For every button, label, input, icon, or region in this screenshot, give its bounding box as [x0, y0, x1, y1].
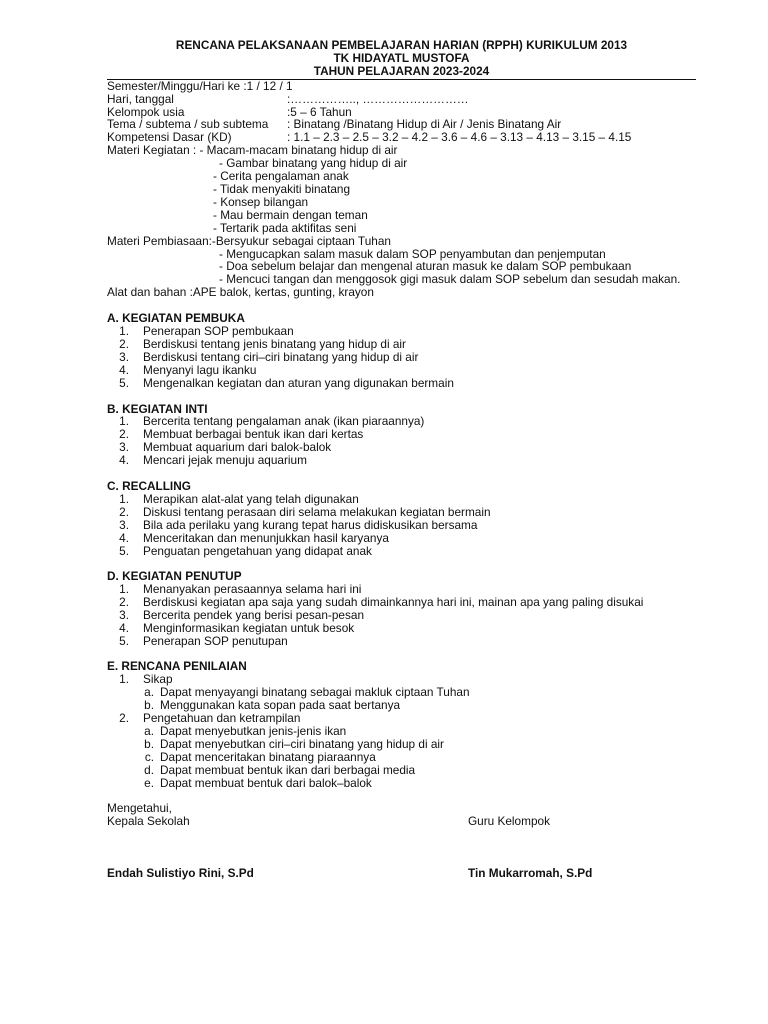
sub-list-item: Dapat menyayangi binatang sebagai makluk ciptaan Tuhan: [160, 685, 470, 699]
section-a-title: A. KEGIATAN PEMBUKA: [107, 311, 245, 325]
section-e-title: E. RENCANA PENILAIAN: [107, 659, 247, 673]
materi-pembiasaan-label: Materi Pembiasaan:-Bersyukur sebagai ciptaan Tuhan: [107, 234, 391, 248]
sub-list-item: Dapat membuat bentuk dari balok–balok: [160, 776, 372, 790]
section-d-title: D. KEGIATAN PENUTUP: [107, 569, 242, 583]
list-letter: b.: [144, 737, 154, 751]
list-item: Bercerita tentang pengalaman anak (ikan piaraannya): [143, 414, 425, 428]
list-item: Berdiskusi tentang ciri–ciri binatang yang hidup di air: [143, 350, 419, 364]
kepala-sekolah-label: Kepala Sekolah: [107, 814, 190, 828]
document-title: RENCANA PELAKSANAAN PEMBELAJARAN HARIAN (RPPH) KURIKULUM 2013: [175, 38, 628, 52]
list-number: 2.: [119, 711, 129, 725]
sub-list-item: Dapat menyebutkan jenis-jenis ikan: [160, 724, 347, 738]
list-item: Mengenalkan kegiatan dan aturan yang digunakan bermain: [143, 376, 454, 390]
hari-label: Hari, tanggal: [107, 92, 174, 106]
list-item: Membuat berbagai bentuk ikan dari kertas: [143, 427, 364, 441]
list-item: Bila ada perilaku yang kurang tepat harus didiskusikan bersama: [143, 518, 478, 532]
usia-label: Kelompok usia: [107, 105, 185, 119]
list-item: Diskusi tentang perasaan diri selama melakukan kegiatan bermain: [143, 505, 491, 519]
list-number: 3.: [119, 608, 129, 622]
list-number: 1.: [119, 672, 129, 686]
list-item: Berdiskusi kegiatan apa saja yang sudah dimainkannya hari ini, mainan apa yang paling disukai: [143, 595, 644, 609]
list-letter: c.: [144, 750, 154, 764]
list-number: 1.: [119, 582, 129, 596]
list-number: 2.: [119, 595, 129, 609]
list-number: 3.: [119, 518, 129, 532]
list-number: 5.: [119, 544, 129, 558]
pembiasaan-item: - Doa sebelum belajar dan mengenal aturan masuk ke dalam SOP pembukaan: [219, 259, 632, 273]
sub-list-item: Dapat membuat bentuk ikan dari berbagai media: [160, 763, 416, 777]
list-item: Berdiskusi tentang jenis binatang yang hidup di air: [143, 337, 406, 351]
guru-kelompok-name: Tin Mukarromah, S.Pd: [468, 866, 593, 880]
list-item: Pengetahuan dan ketrampilan: [143, 711, 301, 725]
sub-list-item: Dapat menyebutkan ciri–ciri binatang yang hidup di air: [160, 737, 444, 751]
list-number: 4.: [119, 363, 129, 377]
list-item: Menyanyi lagu ikanku: [143, 363, 257, 377]
materi-item: - Gambar binatang yang hidup di air: [219, 156, 408, 170]
tema-label: Tema / subtema / sub subtema: [107, 117, 269, 131]
list-letter: a.: [144, 685, 154, 699]
list-item: Bercerita pendek yang berisi pesan-pesan: [143, 608, 365, 622]
list-letter: b.: [144, 698, 154, 712]
materi-item: - Mau bermain dengan teman: [213, 208, 368, 222]
list-item: Penerapan SOP pembukaan: [143, 324, 294, 338]
list-number: 1.: [119, 492, 129, 506]
guru-kelompok-label: Guru Kelompok: [468, 814, 550, 828]
list-number: 4.: [119, 531, 129, 545]
list-item: Penerapan SOP penutupan: [143, 634, 288, 648]
pembiasaan-item: - Mengucapkan salam masuk dalam SOP penyambutan dan penjemputan: [219, 247, 606, 261]
list-number: 5.: [119, 634, 129, 648]
list-number: 2.: [119, 505, 129, 519]
sub-list-item: Menggunakan kata sopan pada saat bertanya: [160, 698, 401, 712]
kd-label: Kompetensi Dasar (KD): [107, 130, 232, 144]
list-letter: a.: [144, 724, 154, 738]
school-name: TK HIDAYATL MUSTOFA: [333, 51, 470, 65]
materi-item: - Cerita pengalaman anak: [213, 169, 349, 183]
list-number: 1.: [119, 414, 129, 428]
materi-item: - Tidak menyakiti binatang: [213, 182, 351, 196]
list-item: Sikap: [143, 672, 173, 686]
list-item: Menginformasikan kegiatan untuk besok: [143, 621, 355, 635]
list-number: 2.: [119, 427, 129, 441]
list-number: 3.: [119, 440, 129, 454]
materi-kegiatan-label: Materi Kegiatan : - Macam-macam binatang hidup di air: [107, 143, 398, 157]
list-item: Mencari jejak menuju aquarium: [143, 453, 307, 467]
list-item: Membuat aquarium dari balok-balok: [143, 440, 332, 454]
alat-bahan-line: Alat dan bahan :APE balok, kertas, gunting, krayon: [107, 285, 374, 299]
mengetahui-label: Mengetahui,: [107, 801, 172, 815]
section-c-title: C. RECALLING: [107, 479, 191, 493]
kepala-sekolah-name: Endah Sulistiyo Rini, S.Pd: [107, 866, 254, 880]
materi-item: - Konsep bilangan: [213, 195, 309, 209]
semester-line: Semester/Minggu/Hari ke :1 / 12 / 1: [107, 79, 293, 93]
list-item: Merapikan alat-alat yang telah digunakan: [143, 492, 359, 506]
materi-item: - Tertarik pada aktifitas seni: [213, 221, 357, 235]
list-number: 5.: [119, 376, 129, 390]
list-number: 2.: [119, 337, 129, 351]
list-letter: e.: [144, 776, 154, 790]
list-number: 4.: [119, 621, 129, 635]
sub-list-item: Dapat menceritakan binatang piaraannya: [160, 750, 376, 764]
list-letter: d.: [144, 763, 154, 777]
pembiasaan-item: - Mencuci tangan dan menggosok gigi masuk dalam SOP sebelum dan sesudah makan.: [219, 272, 681, 286]
list-number: 1.: [119, 324, 129, 338]
section-b-title: B. KEGIATAN INTI: [107, 402, 208, 416]
kd-value: : 1.1 – 2.3 – 2.5 – 3.2 – 4.2 – 3.6 – 4.6 – 3.13 – 4.13 – 3.15 – 4.15: [287, 130, 632, 144]
list-number: 3.: [119, 350, 129, 364]
list-number: 4.: [119, 453, 129, 467]
list-item: Menceritakan dan menunjukkan hasil karyanya: [143, 531, 389, 545]
tema-value: : Binatang /Binatang Hidup di Air / Jenis Binatang Air: [287, 117, 562, 131]
list-item: Menanyakan perasaannya selama hari ini: [143, 582, 362, 596]
hari-value: :…………….., ………………………: [287, 92, 469, 106]
usia-value: :5 – 6 Tahun: [287, 105, 352, 119]
academic-year: TAHUN PELAJARAN 2023-2024: [313, 64, 490, 78]
list-item: Penguatan pengetahuan yang didapat anak: [143, 544, 372, 558]
